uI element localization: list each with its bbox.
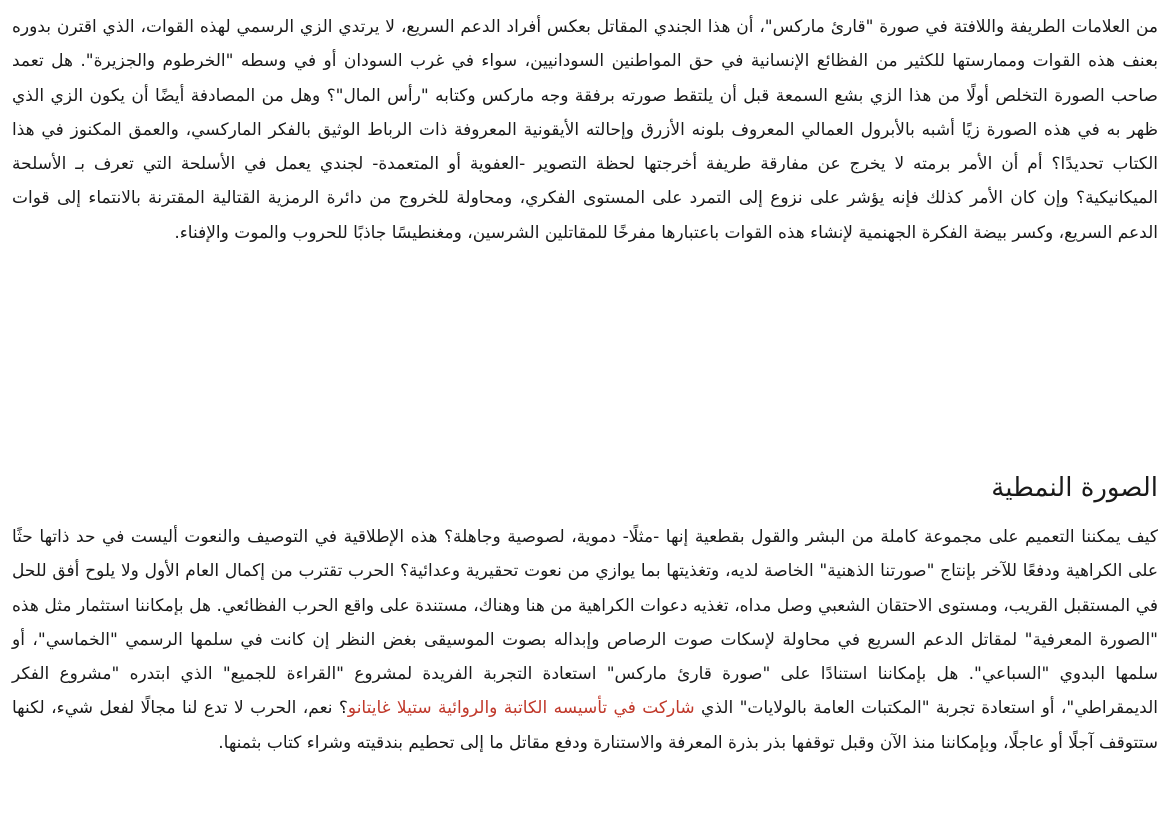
article-paragraph xyxy=(12,520,1158,760)
article-paragraph: من العلامات الطريفة واللافتة في صورة "قارئ ماركس"، أن هذا الجندي المقاتل بعكس أفراد الدعم السريع، لا يرتدي الزي الرسمي لهذه القوات، الذي اقترن بدوره بعنف هذه القوات وممارستها للكثير من الفظائع الإنسانية في حق المواطنين السودانيين، سواء في غرب السودان أو في وسطه "الخرطوم والجزيرة". هل تعمد صاحب الصورة التخلص أولًا من هذا الزي بشع السمعة قبل أن يلتقط صورته برفقة وجه ماركس وكتابه "رأس المال"؟ وهل من المصادفة أيضًا أن يكون الزي الذي ظهر به في هذه الصورة زيًا أشبه بالأبرول العمالي المعروف بلونه الأزرق وإحالته الأيقونية المعروفة ذات الرباط الوثيق بالفكر الماركسي، والعمق المكنوز في هذا الكتاب تحديدًا؟ أم أن الأمر برمته لا يخرج عن مفارقة طريفة أخرجتها لحظة التصوير -العفوية أو المتعمدة- لجندي يعمل في الأسلحة التي تعرف بـ الأسلحة الميكانيكية؟ وإن كان الأمر كذلك فإنه يؤشر على نزوع إلى التمرد على المستوى الفكري، ومحاولة للخروج من دائرة الرمزية القتالية المقترنة بالانتماء إلى قوات الدعم السريع، وكسر بيضة الفكرة الجهنمية لإنشاء هذه القوات باعتبارها مفرخًا للمقاتلين الشرسين، ومغنطيسًا جاذبًا للحروب والموت والإفناء. xyxy=(12,17,1158,243)
paragraph-text: ؟ نعم، الحرب لا تدع لنا مجالًا لفعل شيء، لكنها ستتوقف آجلًا أو عاجلًا، وبإمكاننا منذ الآن وقبل توقفها بذر بذرة المعرفة والاستنارة ودفع مقاتل ما إلى تحطيم بندقيته وشراء كتاب بثمنها. xyxy=(12,698,1158,753)
paragraph-text: كيف يمكننا التعميم على مجموعة كاملة من البشر والقول بقطعية إنها -مثلًا- دموية، لصوصية وجاهلة؟ هذه الإطلاقية في التوصيف والنعوت أليست في حد ذاتها حثًا على الكراهية ودفعًا للآخر بإنتاج "صورتنا الذهنية" الخاصة لديه، وتغذيتها بما يوازي من نعوت تحقيرية وعدائية؟ الحرب تقترب من إكمال العام الأول ولا يلوح أفق للحل في المستقبل القريب، ومستوى الاحتقان الشعبي وصل مداه، تغذيه دعوات الكراهية من هنا وهناك، مستندة على واقع الحرب الفظائعي. هل بإمكاننا استثمار مثل هذه "الصورة المعرفية" لمقاتل الدعم السريع في محاولة لإسكات صوت الرصاص وإبداله بصوت الموسيقى بغض النظر إن كانت في سلمها الرسمي "الخماسي"، أو سلمها البدوي "السباعي". هل بإمكاننا استنادًا على "صورة قارئ ماركس" استعادة التجربة الفريدة لمشروع "القراءة للجميع" الذي ابتدره "مشروع الفكر الديمقراطي"، أو استعادة تجربة "المكتبات العامة بالولايات" الذي xyxy=(12,527,1158,719)
inline-link[interactable]: شاركت في تأسيسه الكاتبة والروائية ستيلا غايتانو xyxy=(347,698,695,719)
section-heading: الصورة النمطية xyxy=(991,473,1158,503)
